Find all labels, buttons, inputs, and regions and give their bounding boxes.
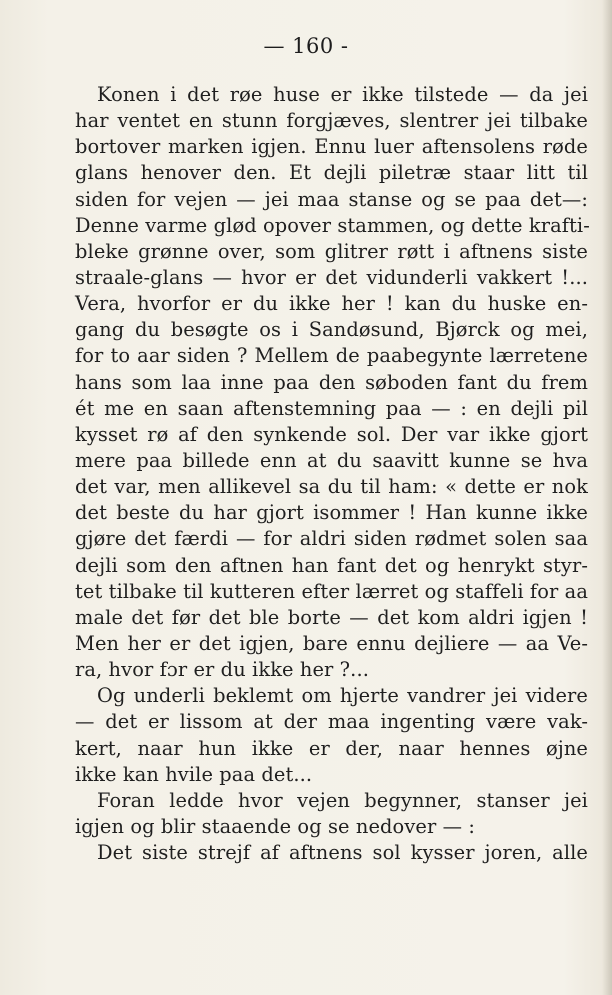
text-line: Men her er det igjen, bare ennu dejliere — aa Ve- — [75, 631, 588, 655]
text-line: siden for vejen — jei maa stanse og se paa det—: — [75, 187, 588, 211]
text-line: Denne varme glød opover stammen, og dette krafti- — [75, 213, 590, 237]
text-line: mere paa billede enn at du saavitt kunne se hva — [75, 448, 588, 472]
text-line: tet tilbake til kutteren efter lærret og staffeli for aa — [75, 579, 588, 603]
text-line: Vera, hvorfor er du ikke her ! kan du huske en- — [75, 292, 588, 316]
text-line: gang du besøgte os i Sandøsund, Bjørck og mei, — [75, 318, 588, 342]
text-line: det var, men allikevel sa du til ham: « dette er nok — [75, 475, 588, 499]
text-line: straale-glans — hvor er det vidunderli vakkert !... — [75, 265, 588, 289]
text-line: for to aar siden ? Mellem de paabegynte lærretene — [75, 344, 588, 368]
text-line: hans som laa inne paa den søboden fant du frem — [75, 370, 588, 394]
text-line: gjøre det færdi — for aldri siden rødmet solen saa — [75, 527, 588, 551]
text-line: — det er lissom at der maa ingenting være vak- — [75, 710, 588, 734]
text-line: ét me en saan aftenstemning paa — : en dejli pil — [75, 396, 588, 420]
text-line: glans henover den. Et dejli piletræ staar litt til — [75, 161, 588, 185]
text-line: Konen i det røe huse er ikke tilstede — da jei — [97, 83, 588, 106]
page-number: — 160 - — [263, 34, 349, 58]
text-line: det beste du har gjort isommer ! Han kunne ikke — [75, 501, 588, 525]
body-text — [75, 82, 588, 866]
text-line: igjen og blir staaende og se nedover — : — [75, 814, 475, 838]
text-line: ikke kan hvile paa det... — [75, 762, 313, 786]
text-line: dejli som den aftnen han fant det og henrykt styr- — [75, 553, 588, 577]
text-line: ra, hvor fɔr er du ikke her ?... — [75, 658, 369, 682]
text-line: bortover marken igjen. Ennu luer aftensolens røde — [75, 135, 588, 159]
text-line: kysset rø af den synkende sol. Der var ikke gjort — [75, 422, 588, 446]
text-line: Foran ledde hvor vejen begynner, stanser jei — [97, 788, 588, 812]
text-line: male det før det ble borte — det kom aldri igjen ! — [75, 605, 588, 629]
text-line: bleke grønne over, som glitrer røtt i aftnens siste — [75, 239, 588, 263]
text-line: har ventet en stunn forgjæves, slentrer jei tilbake — [75, 109, 588, 133]
text-line: Og underli beklemt om hjerte vandrer jei videre — [97, 684, 588, 708]
text-line: kert, naar hun ikke er der, naar hennes øjne — [75, 736, 588, 760]
text-line: Det siste strejf af aftnens sol kysser joren, alle — [97, 841, 588, 865]
page-edge-shadow — [602, 0, 612, 995]
